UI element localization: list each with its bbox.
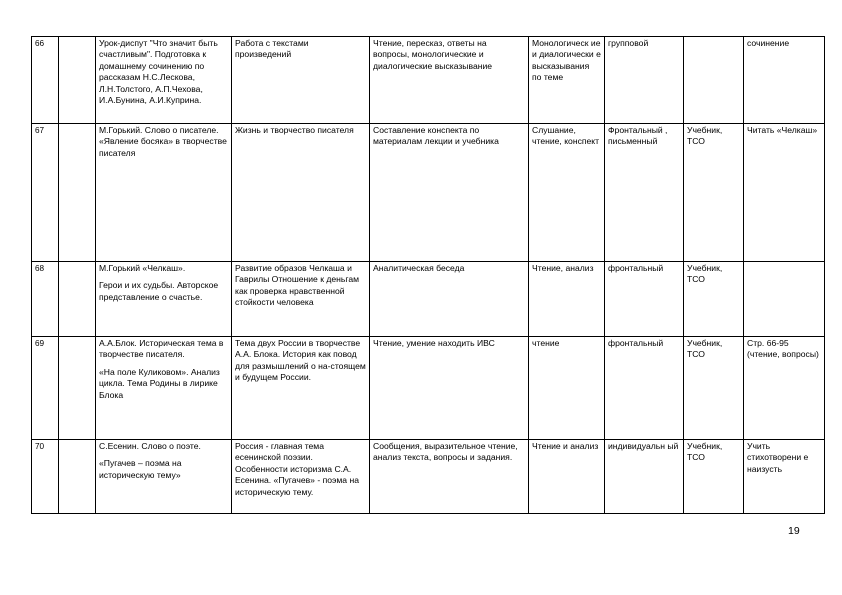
- control-type: Слушание, чтение, конспект: [529, 124, 605, 262]
- student-activities: Сообщения, выразительное чтение, анализ текста, вопросы и задания.: [370, 440, 529, 514]
- topic-line: «На поле Куликовом». Анализ цикла. Тема Родины в лирике Блока: [99, 366, 220, 400]
- lesson-plan-table: [31, 36, 825, 514]
- work-form: фронтальный: [605, 337, 684, 440]
- work-form: групповой: [605, 37, 684, 124]
- empty-cell: [59, 37, 96, 124]
- lesson-number: 67: [32, 124, 59, 262]
- table-row: [32, 440, 825, 514]
- empty-cell: [59, 262, 96, 337]
- table-row: [32, 262, 825, 337]
- control-type: чтение: [529, 337, 605, 440]
- lesson-content: Жизнь и творчество писателя: [232, 124, 370, 262]
- empty-cell: [59, 124, 96, 262]
- control-type: Чтение, анализ: [529, 262, 605, 337]
- lesson-topic: [96, 124, 232, 262]
- student-activities: Составление конспекта по материалам лекции и учебника: [370, 124, 529, 262]
- work-form: Фронтальный , письменный: [605, 124, 684, 262]
- control-type: Чтение и анализ: [529, 440, 605, 514]
- lesson-content: Тема двух России в творчестве А.А. Блока. История как повод для размышлений о на-стоящем и будущем России.: [232, 337, 370, 440]
- teaching-tools: Учебник, ТСО: [684, 337, 744, 440]
- lesson-number: 69: [32, 337, 59, 440]
- teaching-tools: [684, 37, 744, 124]
- homework: [744, 262, 825, 337]
- lesson-number: 66: [32, 37, 59, 124]
- teaching-tools: Учебник, ТСО: [684, 440, 744, 514]
- teaching-tools: Учебник, ТСО: [684, 124, 744, 262]
- homework: Стр. 66-95 (чтение, вопросы): [744, 337, 825, 440]
- homework: сочинение: [744, 37, 825, 124]
- table-row: [32, 37, 825, 124]
- table-row: [32, 124, 825, 262]
- lesson-topic: [96, 337, 232, 440]
- topic-line: А.А.Блок. Историческая тема в творчестве писателя.: [99, 338, 224, 360]
- empty-cell: [59, 337, 96, 440]
- topic-line: Урок-диспут "Что значит быть счастливым". Подготовка к домашнему сочинению по рассказам Н.С.Лескова, Л.Н.Толстого, А.П.Чехова, И.А.Бунина, А.И.Куприна.: [99, 38, 218, 106]
- lesson-topic: [96, 262, 232, 337]
- student-activities: Аналитическая беседа: [370, 262, 529, 337]
- topic-line: «Пугачев – поэма на историческую тему»: [99, 458, 182, 480]
- teaching-tools: Учебник, ТСО: [684, 262, 744, 337]
- control-type: Монологическ ие и диалогически е высказывания по теме: [529, 37, 605, 124]
- topic-line: М.Горький. Слово о писателе. «Явление босяка» в творчестве писателя: [99, 125, 227, 158]
- work-form: фронтальный: [605, 262, 684, 337]
- lesson-topic: [96, 37, 232, 124]
- homework: Читать «Челкаш»: [744, 124, 825, 262]
- student-activities: Чтение, пересказ, ответы на вопросы, монологические и диалогические высказывание: [370, 37, 529, 124]
- table-row: [32, 337, 825, 440]
- lesson-content: Работа с текстами произведений: [232, 37, 370, 124]
- empty-cell: [59, 440, 96, 514]
- lesson-number: 68: [32, 262, 59, 337]
- lesson-number: 70: [32, 440, 59, 514]
- work-form: индивидуальн ый: [605, 440, 684, 514]
- page-number: 19: [788, 525, 800, 537]
- lesson-content: Россия - главная тема есенинской поэзии. Особенности историзма С.А. Есенина. «Пугачев» - поэма на историческую тему.: [232, 440, 370, 514]
- lesson-content: Развитие образов Челкаша и Гаврилы Отношение к деньгам как проверка нравственной стойкости человека: [232, 262, 370, 337]
- topic-line: Герои и их судьбы. Авторское представление о счастье.: [99, 280, 219, 302]
- topic-line: М.Горький «Челкаш».: [99, 263, 186, 273]
- topic-line: С.Есенин. Слово о поэте.: [99, 441, 201, 451]
- lesson-topic: [96, 440, 232, 514]
- student-activities: Чтение, умение находить ИВС: [370, 337, 529, 440]
- homework: Учить стихотворени е наизусть: [744, 440, 825, 514]
